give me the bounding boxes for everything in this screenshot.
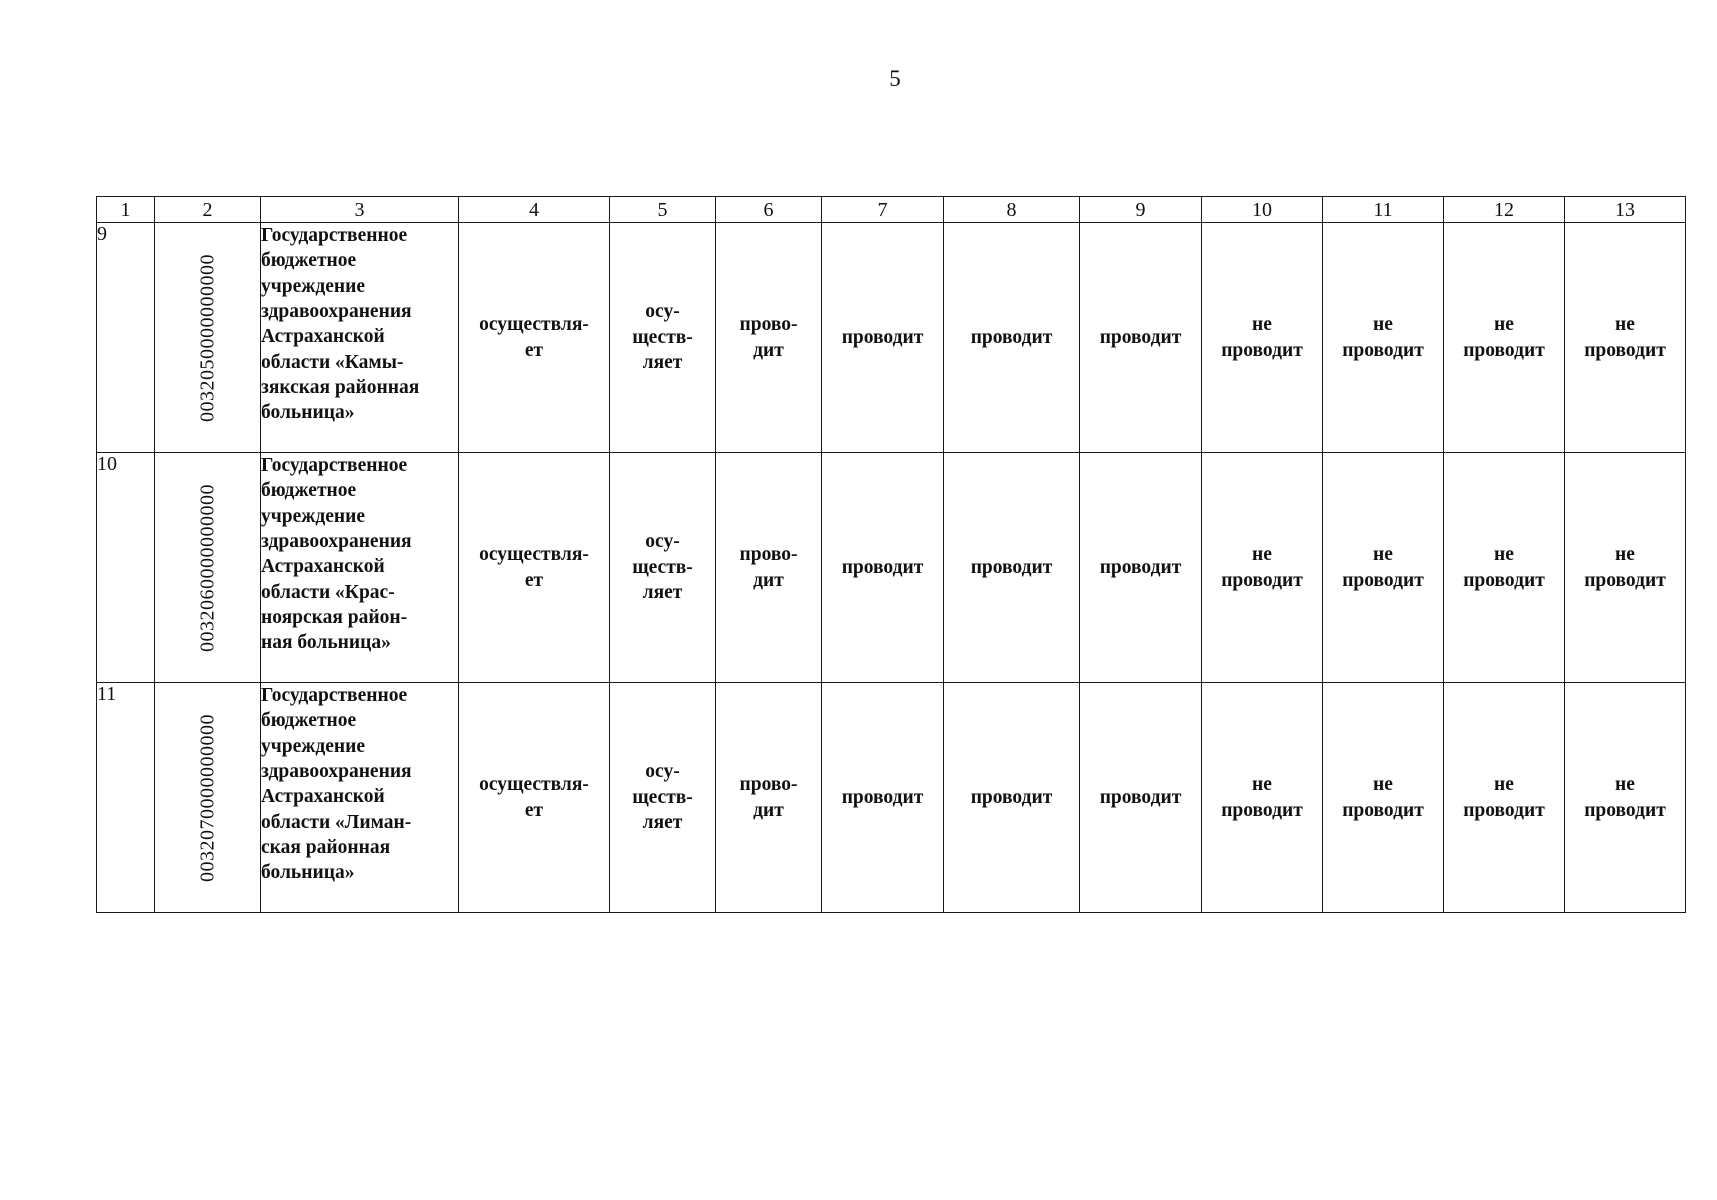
name-line: области «Камы- bbox=[261, 351, 404, 373]
institution-code: 0032050000000000 bbox=[196, 253, 218, 422]
column-header: 13 bbox=[1565, 197, 1686, 223]
value-line: не bbox=[1615, 774, 1635, 796]
value-line: дит bbox=[753, 799, 784, 821]
name-line: Астраханской bbox=[261, 556, 385, 578]
col-12-value bbox=[1444, 683, 1565, 913]
table-row bbox=[97, 223, 1686, 453]
name-line: бюджетное bbox=[261, 710, 357, 732]
col-8-value: проводит bbox=[944, 223, 1080, 453]
value-line: ществ- bbox=[632, 326, 693, 348]
col-8-value: проводит bbox=[944, 683, 1080, 913]
institution-name bbox=[261, 453, 459, 683]
value-line: не bbox=[1373, 314, 1393, 336]
value-line: ляет bbox=[642, 812, 683, 834]
value-line: не bbox=[1494, 774, 1514, 796]
col-10-value bbox=[1202, 223, 1323, 453]
column-header: 12 bbox=[1444, 197, 1565, 223]
name-line: области «Крас- bbox=[261, 581, 395, 603]
value-line: ет bbox=[524, 569, 544, 591]
col-9-value: проводит bbox=[1080, 453, 1202, 683]
col-6-value bbox=[716, 223, 822, 453]
value-line: не bbox=[1615, 314, 1635, 336]
name-line: Астраханской bbox=[261, 786, 385, 808]
value-line: прово- bbox=[739, 774, 798, 796]
institution-name bbox=[261, 683, 459, 913]
value-line: осу- bbox=[645, 531, 680, 553]
column-header: 7 bbox=[822, 197, 944, 223]
value-line: осуществля- bbox=[479, 544, 589, 566]
column-header: 4 bbox=[459, 197, 610, 223]
institution-code: 0032070000000000 bbox=[196, 713, 218, 882]
institution-code-cell bbox=[155, 453, 261, 683]
table-row bbox=[97, 683, 1686, 913]
value-line: прово- bbox=[739, 314, 798, 336]
name-line: Астраханской bbox=[261, 326, 385, 348]
value-line: дит bbox=[753, 339, 784, 361]
value-line: ет bbox=[524, 799, 544, 821]
value-line: ет bbox=[524, 339, 544, 361]
name-line: здравоохранения bbox=[261, 761, 412, 783]
name-line: учреждение bbox=[261, 505, 366, 527]
value-line: проводит bbox=[1584, 569, 1666, 591]
name-line: здравоохранения bbox=[261, 531, 412, 553]
value-line: не bbox=[1373, 544, 1393, 566]
column-header: 9 bbox=[1080, 197, 1202, 223]
page-number: 5 bbox=[889, 66, 901, 91]
institution-name bbox=[261, 223, 459, 453]
col-11-value bbox=[1323, 683, 1444, 913]
value-line: не bbox=[1494, 544, 1514, 566]
col-5-value bbox=[610, 223, 716, 453]
column-header: 3 bbox=[261, 197, 459, 223]
institution-code-cell bbox=[155, 223, 261, 453]
name-line: учреждение bbox=[261, 735, 366, 757]
col-6-value bbox=[716, 453, 822, 683]
value-line: не bbox=[1252, 314, 1272, 336]
institution-code-cell bbox=[155, 683, 261, 913]
name-line: Государственное bbox=[261, 225, 408, 246]
value-line: проводит bbox=[1463, 799, 1545, 821]
col-7-value: проводит bbox=[822, 683, 944, 913]
col-12-value bbox=[1444, 223, 1565, 453]
col-5-value bbox=[610, 683, 716, 913]
column-header: 6 bbox=[716, 197, 822, 223]
col-10-value bbox=[1202, 453, 1323, 683]
value-line: ществ- bbox=[632, 786, 693, 808]
col-8-value: проводит bbox=[944, 453, 1080, 683]
value-line: проводит bbox=[1221, 569, 1303, 591]
col-7-value: проводит bbox=[822, 223, 944, 453]
value-line: проводит bbox=[1584, 339, 1666, 361]
name-line: зякская районная bbox=[261, 377, 420, 399]
col-7-value: проводит bbox=[822, 453, 944, 683]
value-line: проводит bbox=[1221, 799, 1303, 821]
name-line: учреждение bbox=[261, 275, 366, 297]
value-line: проводит bbox=[1342, 569, 1424, 591]
name-line: области «Лиман- bbox=[261, 811, 412, 833]
name-line: здравоохранения bbox=[261, 301, 412, 323]
table-row bbox=[97, 453, 1686, 683]
name-line: бюджетное bbox=[261, 250, 357, 272]
table-header-row bbox=[97, 197, 1686, 223]
value-line: осу- bbox=[645, 301, 680, 323]
value-line: проводит bbox=[1463, 569, 1545, 591]
institutions-table bbox=[96, 196, 1686, 913]
value-line: не bbox=[1252, 544, 1272, 566]
value-line: осуществля- bbox=[479, 774, 589, 796]
name-line: Государственное bbox=[261, 455, 408, 476]
name-line: больница» bbox=[261, 862, 355, 884]
name-line: ноярская район- bbox=[261, 607, 408, 629]
name-line: Государственное bbox=[261, 685, 408, 706]
value-line: проводит bbox=[1342, 799, 1424, 821]
column-header: 11 bbox=[1323, 197, 1444, 223]
value-line: прово- bbox=[739, 544, 798, 566]
value-line: осуществля- bbox=[479, 314, 589, 336]
column-header: 8 bbox=[944, 197, 1080, 223]
name-line: больница» bbox=[261, 402, 355, 424]
col-6-value bbox=[716, 683, 822, 913]
value-line: ляет bbox=[642, 582, 683, 604]
col-12-value bbox=[1444, 453, 1565, 683]
col-11-value bbox=[1323, 223, 1444, 453]
column-header: 2 bbox=[155, 197, 261, 223]
value-line: проводит bbox=[1342, 339, 1424, 361]
value-line: проводит bbox=[1463, 339, 1545, 361]
value-line: не bbox=[1615, 544, 1635, 566]
value-line: дит bbox=[753, 569, 784, 591]
col-9-value: проводит bbox=[1080, 683, 1202, 913]
value-line: ляет bbox=[642, 352, 683, 374]
col-11-value bbox=[1323, 453, 1444, 683]
value-line: проводит bbox=[1221, 339, 1303, 361]
col-4-value bbox=[459, 683, 610, 913]
value-line: не bbox=[1373, 774, 1393, 796]
institution-code: 0032060000000000 bbox=[196, 483, 218, 652]
row-number: 9 bbox=[97, 223, 155, 453]
column-header: 10 bbox=[1202, 197, 1323, 223]
value-line: проводит bbox=[1584, 799, 1666, 821]
col-9-value: проводит bbox=[1080, 223, 1202, 453]
row-number: 11 bbox=[97, 683, 155, 913]
name-line: бюджетное bbox=[261, 480, 357, 502]
col-4-value bbox=[459, 453, 610, 683]
col-13-value bbox=[1565, 453, 1686, 683]
col-5-value bbox=[610, 453, 716, 683]
name-line: ная больница» bbox=[261, 632, 391, 654]
col-4-value bbox=[459, 223, 610, 453]
value-line: ществ- bbox=[632, 556, 693, 578]
column-header: 1 bbox=[97, 197, 155, 223]
col-10-value bbox=[1202, 683, 1323, 913]
value-line: осу- bbox=[645, 761, 680, 783]
value-line: не bbox=[1252, 774, 1272, 796]
value-line: не bbox=[1494, 314, 1514, 336]
row-number: 10 bbox=[97, 453, 155, 683]
col-13-value bbox=[1565, 223, 1686, 453]
col-13-value bbox=[1565, 683, 1686, 913]
name-line: ская районная bbox=[261, 837, 391, 859]
column-header: 5 bbox=[610, 197, 716, 223]
